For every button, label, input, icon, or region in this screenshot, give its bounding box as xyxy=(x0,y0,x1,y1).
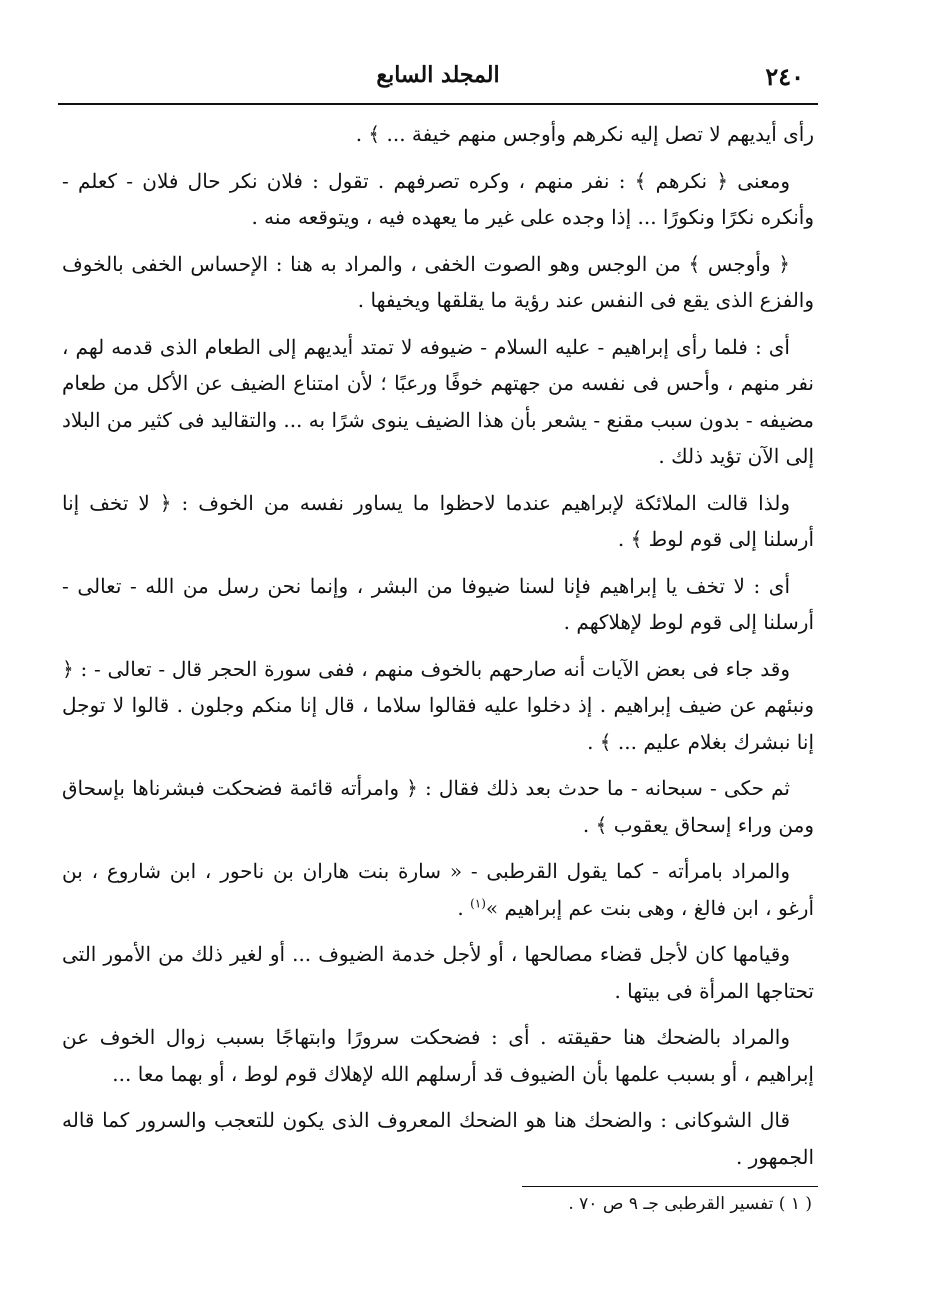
running-title: المجلد السابع xyxy=(376,62,500,88)
paragraph: أى : لا تخف يا إبراهيم فإنا لسنا ضيوفا من البشر ، وإنما نحن رسل من الله - تعالى - أرسلنا إلى قوم لوط لإهلاكهم . xyxy=(62,573,814,634)
footnote: ( ١ ) تفسير القرطبى جـ ٩ ص ٧٠ . xyxy=(568,1194,812,1214)
paragraph: ومعنى ﴿ نكرهم ﴾ : نفر منهم ، وكره تصرفهم . تقول : فلان نكر حال فلان - كعلم - وأنكره نكرًا ونكورًا ... إذا وجده على غير ما يعهده فيه ، ويتوقعه منه . xyxy=(62,168,814,229)
paragraph: وقيامها كان لأجل قضاء مصالحها ، أو لأجل خدمة الضيوف ... أو لغير ذلك من الأمور التى تحتاجها المرأة فى بيتها . xyxy=(62,942,814,1003)
paragraph: وقد جاء فى بعض الآيات أنه صارحهم بالخوف منهم ، ففى سورة الحجر قال - تعالى - : ﴿ ونبئهم عن ضيف إبراهيم . إذ دخلوا عليه فقالوا سلاما ، قال إنا منكم وجلون . قالوا لا توجل إنا نبشرك بغلام عليم ... ﴾ . xyxy=(62,656,814,754)
paragraph-text: والمراد بامرأته - كما يقول القرطبى - « سارة بنت هاران بن ناحور ، ابن شاروع ، بن أرغو ، ابن فالغ ، وهى بنت عم إبراهيم » xyxy=(62,859,814,920)
page-header xyxy=(58,60,818,100)
paragraph: أى : فلما رأى إبراهيم - عليه السلام - ضيوفه لا تمتد أيديهم إلى الطعام الذى قدمه لهم ، نفر منهم ، وأحس فى نفسه من جهتهم خوفًا ورعبًا ؛ لأن امتناع الضيف عن الأكل من طعام مضيفه - بدون سبب مقنع - يشعر بأن هذا الضيف ينوى شرًا به ... والتقاليد فى كثير من البلاد إلى الآن تؤيد ذلك . xyxy=(62,334,814,468)
paragraph: ﴿ وأوجس ﴾ من الوجس وهو الصوت الخفى ، والمراد به هنا : الإحساس الخفى بالخوف والفزع الذى يقع فى النفس عند رؤية ما يقلقها ويخيفها . xyxy=(62,251,814,312)
paragraph: ولذا قالت الملائكة لإبراهيم عندما لاحظوا ما يساور نفسه من الخوف : ﴿ لا تخف إنا أرسلنا إلى قوم لوط ﴾ . xyxy=(62,490,814,551)
paragraph: رأى أيديهم لا تصل إليه نكرهم وأوجس منهم خيفة ... ﴾ . xyxy=(355,122,814,146)
paragraph: ثم حكى - سبحانه - ما حدث بعد ذلك فقال : ﴿ وامرأته قائمة فضحكت فبشرناها بإسحاق ومن وراء إسحاق يعقوب ﴾ . xyxy=(62,776,814,837)
header-divider xyxy=(58,103,818,105)
paragraph: والمراد بالضحك هنا حقيقته . أى : فضحكت سرورًا وابتهاجًا بسبب زوال الخوف عن إبراهيم ، أو بسبب علمها بأن الضيوف قد أرسلهم الله لإهلاك قوم لوط ، أو بهما معا ... xyxy=(62,1025,814,1086)
footnote-divider xyxy=(522,1186,818,1187)
body-text xyxy=(62,116,814,1185)
paragraph-tail: . xyxy=(457,895,471,920)
paragraph: قال الشوكانى : والضحك هنا هو الضحك المعروف الذى يكون للتعجب والسرور كما قاله الجمهور . xyxy=(62,1108,814,1169)
footnote-reference[interactable]: (١) xyxy=(470,895,486,910)
page-number: ٢٤٠ xyxy=(765,62,804,91)
paragraph-with-footnote xyxy=(62,853,814,926)
